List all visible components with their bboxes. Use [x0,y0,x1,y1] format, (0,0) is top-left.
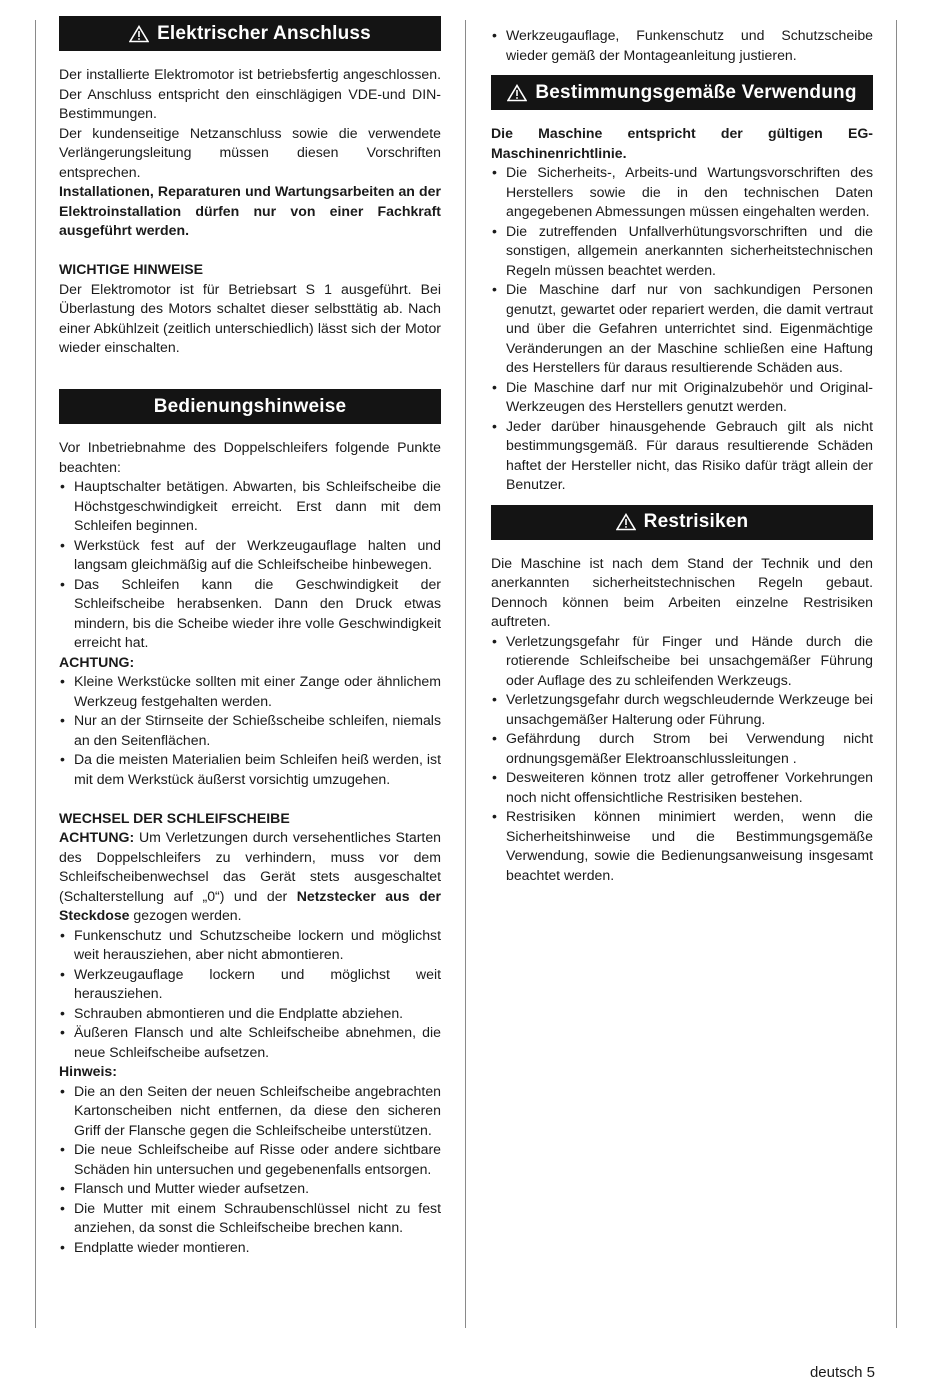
bullet-list [491,163,873,495]
subheading-wechsel: WECHSEL DER SCHLEIFSCHEIBE [59,809,290,826]
section-header-restrisiken [491,505,873,540]
text-segment: gezogen werden. [129,907,242,923]
paragraph: Der installierte Elektromotor ist betriebsfertig angeschlossen. Der Anschluss entspricht den einschlägigen VDE-und DIN-Bestimmungen. [59,66,441,121]
right-column [491,26,873,885]
bullet-list [491,26,873,65]
list-item: • Jeder darüber hinausgehende Gebrauch gilt als nicht bestimmungsgemäß. Für daraus resultierende Schäden haftet der Hersteller nicht, das Risiko dafür trägt allein der Benutzer. [491,417,873,495]
list-item: • Schrauben abmontieren und die Endplatte abziehen. [59,1004,441,1024]
bullet-list [59,1082,441,1258]
bold-text-segment: Netzstecker aus der Steckdose [59,887,441,923]
bold-paragraph: Die Maschine entspricht der gültigen EG-Maschinenrichtlinie. [491,125,873,161]
section-header-bedienungshinweise [59,389,441,424]
list-item: • Die Mutter mit einem Schraubenschlüssel nicht zu fest anziehen, da sonst die Schleifscheibe brechen kann. [59,1199,441,1238]
left-column [59,16,441,1257]
list-item: • Endplatte wieder montieren. [59,1238,441,1258]
list-item: • Werkzeugauflage lockern und möglichst weit herausziehen. [59,965,441,1004]
list-item: • Die zutreffenden Unfallverhütungsvorschriften und die sonstigen, allgemein anerkannten sicherheitstechnischen Regeln müssen beachtet werden. [491,222,873,281]
column-divider-line [465,20,466,1328]
list-item: • Nur an der Stirnseite der Schießscheibe schleifen, niemals an den Seitenflächen. [59,711,441,750]
bold-paragraph: Installationen, Reparaturen und Wartungsarbeiten an der Elektroinstallation dürfen nur von einer Fachkraft ausgeführt werden. [59,183,441,238]
achtung-label: ACHTUNG: [59,829,135,845]
list-item: • Flansch und Mutter wieder aufsetzen. [59,1179,441,1199]
paragraph: Der Elektromotor ist für Betriebsart S 1 ausgeführt. Bei Überlastung des Motors schaltet dieser selbsttätig ab. Nach einer Abkühlzeit (zeitlich unterschiedlich) lässt sich der Motor wieder einschalten. [59,280,441,355]
list-item: • Werkstück fest auf der Werkzeugauflage halten und langsam gleichmäßig auf die Schleifscheibe hinbewegen. [59,536,441,575]
list-item: • Restrisiken können minimiert werden, wenn die Sicherheitshinweise und die Bestimmungsgemäße Verwendung, sowie die Bedienungsanweisung insgesamt beachtet werden. [491,807,873,885]
paragraph: Der kundenseitige Netzanschluss sowie die verwendete Verlängerungsleitung müssen diesen Vorschriften entsprechen. [59,124,441,180]
page-footer: deutsch 5 [809,1364,875,1381]
list-item: • Gefährdung durch Strom bei Verwendung nicht ordnungsgemäßer Elektroanschlussleitungen . [491,729,873,768]
warning-icon [129,25,149,43]
bullet-list [59,477,441,653]
section-title: Restrisiken [643,511,749,533]
list-item: • Kleine Werkstücke sollten mit einer Zange oder ähnlichem Werkzeug festgehalten werden. [59,672,441,711]
section-header-bestimmungsgemaesse-verwendung [491,75,873,110]
hinweis-label: Hinweis: [59,1063,117,1079]
subheading-wichtige-hinweise: WICHTIGE HINWEISE [59,261,204,277]
paragraph: Vor Inbetriebnahme des Doppelschleifers folgende Punkte beachten: [59,439,441,475]
list-item: • Werkzeugauflage, Funkenschutz und Schutzscheibe wieder gemäß der Montageanleitung justieren. [491,26,873,65]
bullet-list [59,672,441,789]
list-item: • Die Maschine darf nur von sachkundigen Personen genutzt, gewartet oder repariert werden, die damit vertraut und über die Gefahren unterrichtet sind. Eigenmächtige Veränderungen an der Maschine schließen eine Haftung des Herstellers für daraus resultierende Schäden aus. [491,280,873,378]
section-title: Bestimmungsgemäße Verwendung [535,81,857,103]
bullet-list [491,632,873,886]
list-item: • Verletzungsgefahr durch wegschleudernde Werkzeuge bei unsachgemäßer Halterung oder Führung. [491,690,873,729]
list-item: • Die an den Seiten der neuen Schleifscheibe angebrachten Kartonscheiben nicht entfernen, da diese den sicheren Griff der Flansche gegen die Schleifscheibe unterstützen. [59,1082,441,1141]
list-item: • Desweiteren können trotz aller getroffener Vorkehrungen noch nicht offensichtliche Restrisiken bestehen. [491,768,873,807]
list-item: • Die Maschine darf nur mit Originalzubehör und Original- Werkzeugen des Herstellers genutzt werden. [491,378,873,417]
section-title: Elektrischer Anschluss [157,22,371,44]
list-item: • Funkenschutz und Schutzscheibe lockern und möglichst weit herausziehen, aber nicht abmontieren. [59,926,441,965]
list-item: • Das Schleifen kann die Geschwindigkeit der Schleifscheibe herabsenken. Dann den Druck etwas mindern, bis die Scheibe wieder ihre volle Geschwindigkeit erreicht hat. [59,575,441,653]
list-item: • Hauptschalter betätigen. Abwarten, bis Schleifscheibe die Höchstgeschwindigkeit erreicht. Erst dann mit dem Schleifen beginnen. [59,477,441,536]
bullet-list [59,926,441,1063]
list-item: • Die neue Schleifscheibe auf Risse oder andere sichtbare Schäden hin untersuchen und gegebenenfalls entsorgen. [59,1140,441,1179]
paragraph [59,828,441,926]
section-header-elektrischer-anschluss [59,16,441,51]
paragraph: Die Maschine ist nach dem Stand der Technik und den anerkannten sicherheitstechnischen Regeln gebaut. Dennoch können beim Arbeiten einzelne Restrisiken auftreten. [491,554,873,629]
list-item: • Verletzungsgefahr für Finger und Hände durch die rotierende Schleifscheibe bei unsachgemäßer Führung oder Auflage des zu schleifenden Werkzeugs. [491,632,873,691]
warning-icon [507,84,527,102]
list-item: • Äußeren Flansch und alte Schleifscheibe abnehmen, die neue Schleifscheibe aufsetzen. [59,1023,441,1062]
left-margin-line [35,20,36,1328]
list-item: • Da die meisten Materialien beim Schleifen heiß werden, ist mit dem Werkstück äußerst vorsichtig umzugehen. [59,750,441,789]
list-item: • Die Sicherheits-, Arbeits-und Wartungsvorschriften des Herstellers sowie die in den technischen Daten angegebenen Abmessungen müssen eingehalten werden. [491,163,873,222]
achtung-label: ACHTUNG: [59,653,135,670]
section-title: Bedienungshinweise [153,395,347,417]
warning-icon [616,513,636,531]
text-segment: Um Verletzungen durch versehentliches Starten des Doppelschleifers zu verhindern, muss vor dem Schleifscheibenwechsel das Gerät stets ausgeschaltet (Schalterstellung auf „0“) und der [59,829,441,904]
right-margin-line [896,20,897,1328]
